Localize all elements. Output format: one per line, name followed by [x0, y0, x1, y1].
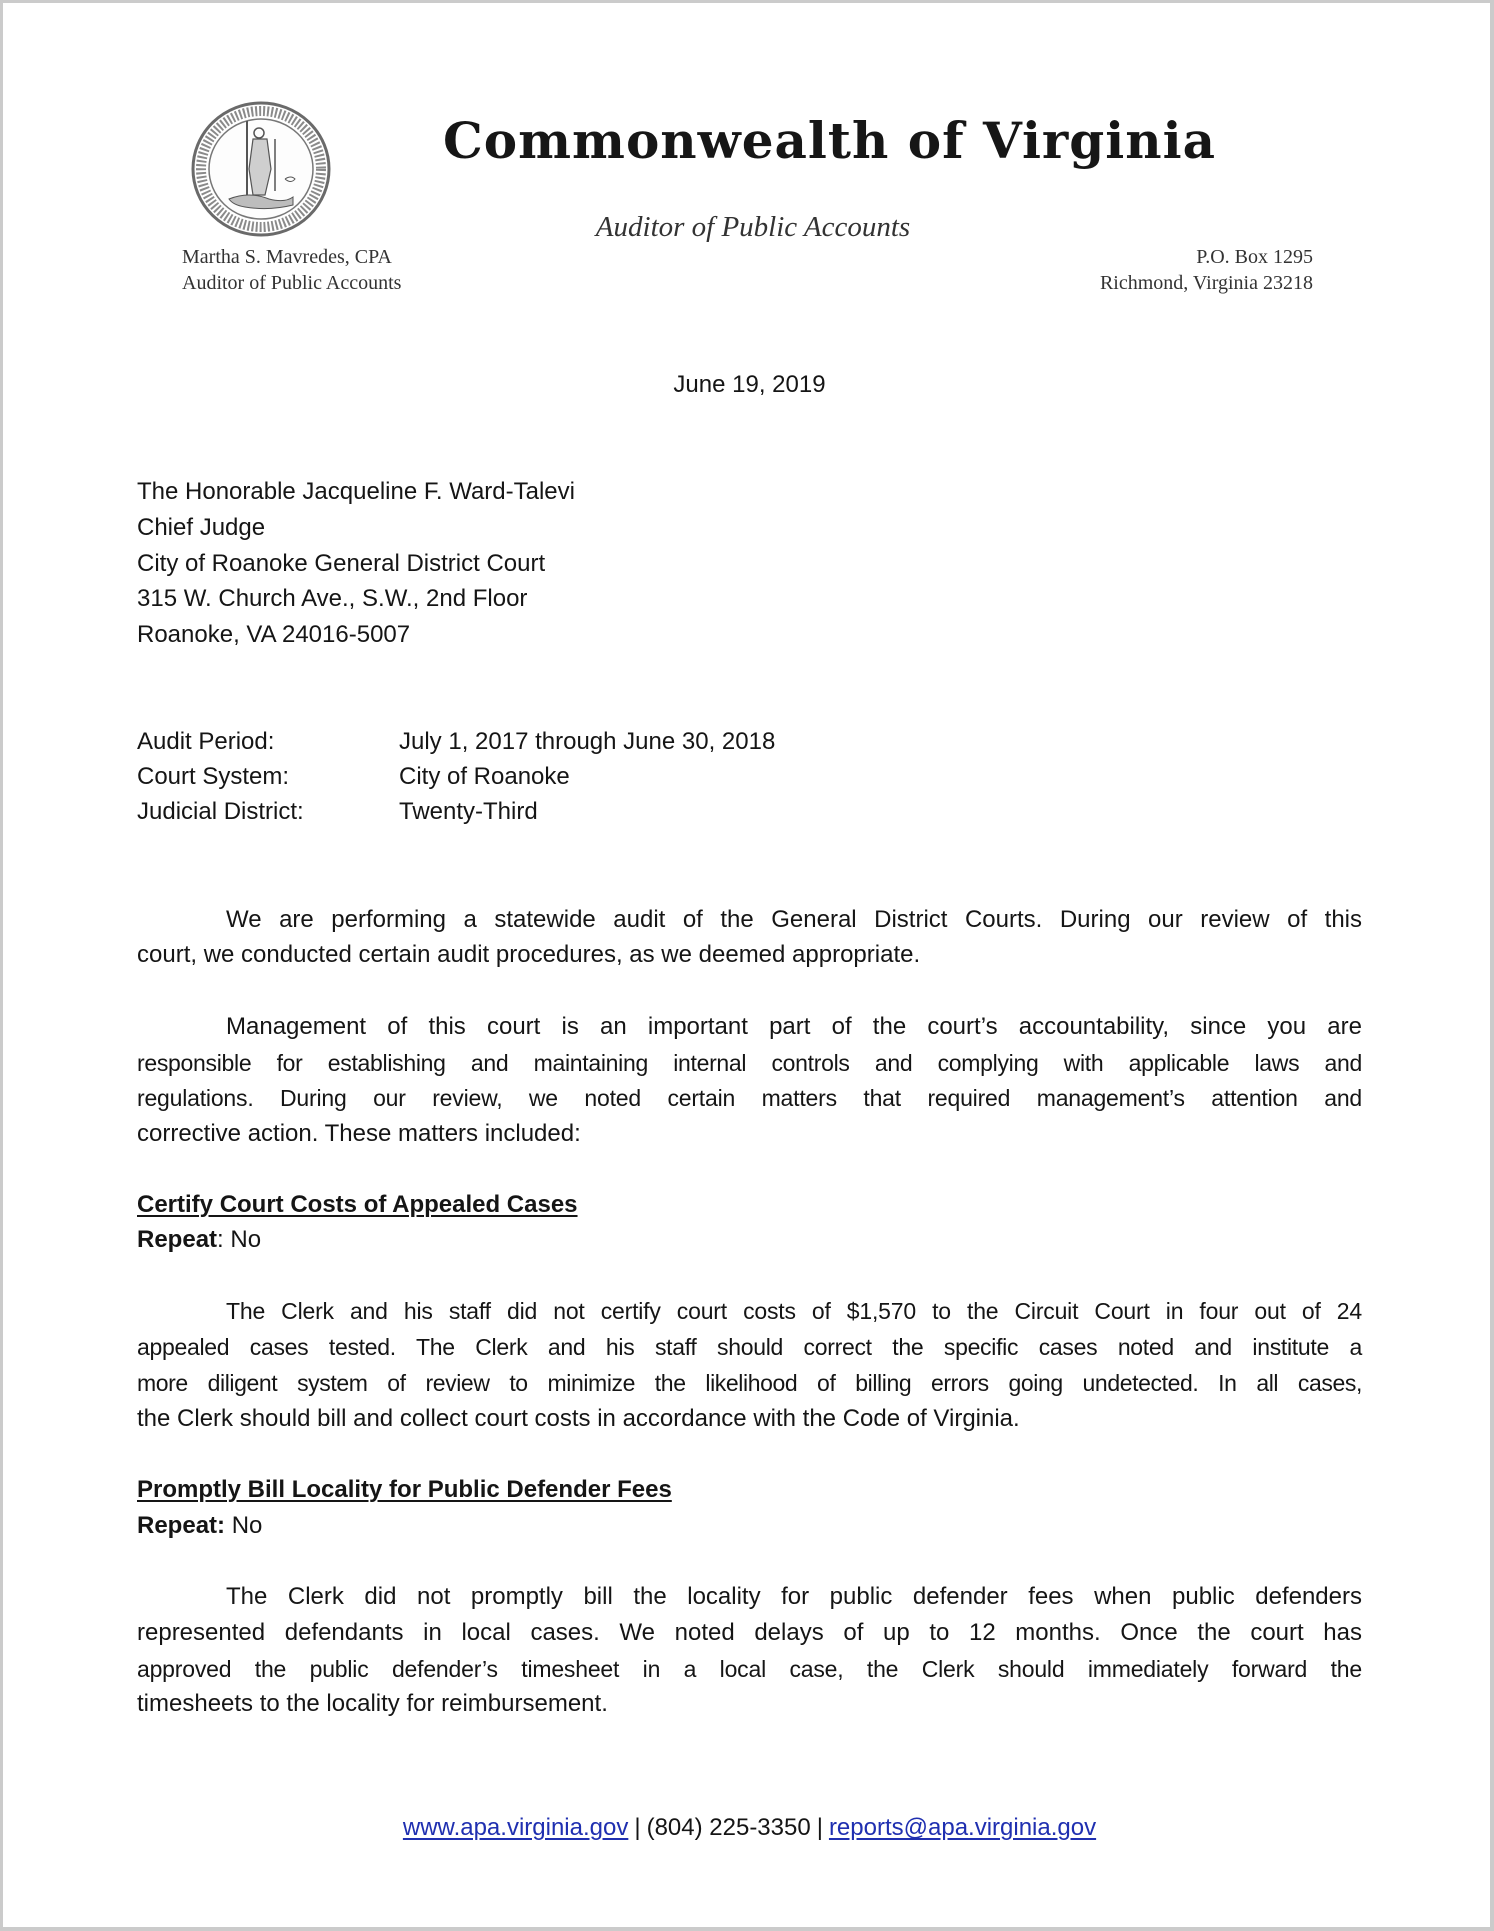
judicial-district-label: Judicial District:: [137, 798, 304, 825]
paragraph-line: Management of this court is an important part of the court’s accountability, since you are: [226, 1013, 1362, 1040]
paragraph-line: We are performing a statewide audit of the General District Courts. During our review of this: [226, 906, 1362, 933]
recipient-line: The Honorable Jacqueline F. Ward-Talevi: [137, 478, 575, 505]
finding-heading-text: Promptly Bill Locality for Public Defender Fees: [137, 1476, 672, 1503]
email-link[interactable]: reports@apa.virginia.gov: [828, 1814, 1097, 1841]
paragraph-line: appealed cases tested. The Clerk and his staff should correct the specific cases noted and institute a: [137, 1334, 1362, 1360]
finding-heading: [137, 1472, 1362, 1508]
repeat-status: [137, 1222, 1362, 1258]
audit-period-row: [137, 724, 1362, 760]
phone-number: (804) 225-3350: [646, 1814, 811, 1841]
paragraph-line: regulations. During our review, we noted certain matters that required management’s attention and: [137, 1085, 1362, 1111]
website-link[interactable]: www.apa.virginia.gov: [402, 1814, 629, 1841]
repeat-label: Repeat:: [137, 1512, 226, 1539]
letterhead-subtitle: Auditor of Public Accounts: [595, 211, 911, 243]
finding-heading: [137, 1187, 1362, 1223]
auditor-title: Auditor of Public Accounts: [182, 272, 402, 294]
paragraph-line: the Clerk should bill and collect court costs in accordance with the Code of Virginia.: [137, 1405, 1020, 1432]
recipient-line: Roanoke, VA 24016-5007: [137, 621, 411, 648]
audit-period-label: Audit Period:: [137, 728, 275, 755]
mailing-address-block: [1100, 244, 1313, 296]
repeat-colon: :: [217, 1226, 224, 1253]
paragraph-line: corrective action. These matters included:: [137, 1120, 581, 1147]
court-system-label: Court System:: [137, 763, 290, 790]
recipient-line: 315 W. Church Ave., S.W., 2nd Floor: [137, 585, 528, 612]
audit-period-value: July 1, 2017 through June 30, 2018: [399, 728, 776, 755]
repeat-status: [137, 1508, 1362, 1544]
paragraph-line: The Clerk and his staff did not certify court costs of $1,570 to the Circuit Court in four out of 24: [226, 1298, 1362, 1324]
letterhead-title: Commonwealth of Virginia: [443, 111, 1216, 170]
finding-heading-text: Certify Court Costs of Appealed Cases: [137, 1191, 578, 1218]
repeat-value: No: [225, 1512, 263, 1539]
footer-contact: [137, 1810, 1362, 1846]
paragraph-line: more diligent system of review to minimize the likelihood of billing errors going undetected. In all cases,: [137, 1370, 1362, 1396]
paragraph-line: The Clerk did not promptly bill the locality for public defender fees when public defenders: [226, 1583, 1362, 1610]
judicial-district-value: Twenty-Third: [399, 798, 538, 825]
paragraph-line: timesheets to the locality for reimbursement.: [137, 1690, 608, 1717]
recipient-line: Chief Judge: [137, 514, 266, 541]
recipient-line: City of Roanoke General District Court: [137, 550, 546, 577]
repeat-value: No: [223, 1226, 262, 1253]
court-system-value: City of Roanoke: [399, 763, 570, 790]
court-system-row: [137, 759, 1362, 795]
virginia-seal-icon: [189, 99, 333, 239]
paragraph-line: represented defendants in local cases. We noted delays of up to 12 months. Once the court has: [137, 1619, 1362, 1646]
auditor-name: Martha S. Mavredes, CPA: [182, 246, 392, 268]
po-box: P.O. Box 1295: [1196, 246, 1313, 268]
city-state-zip: Richmond, Virginia 23218: [1099, 272, 1313, 294]
paragraph-line: approved the public defender’s timesheet in a local case, the Clerk should immediately forward the: [137, 1656, 1362, 1682]
letter-date: June 19, 2019: [673, 371, 826, 398]
paragraph-line: court, we conducted certain audit procedures, as we deemed appropriate.: [137, 941, 921, 968]
separator: |: [816, 1814, 823, 1841]
paragraph-line: responsible for establishing and maintaining internal controls and complying with applicable laws and: [137, 1050, 1362, 1076]
judicial-district-row: [137, 794, 1362, 830]
repeat-label: Repeat: [137, 1226, 218, 1253]
auditor-name-block: [182, 244, 401, 296]
separator: |: [634, 1814, 641, 1841]
